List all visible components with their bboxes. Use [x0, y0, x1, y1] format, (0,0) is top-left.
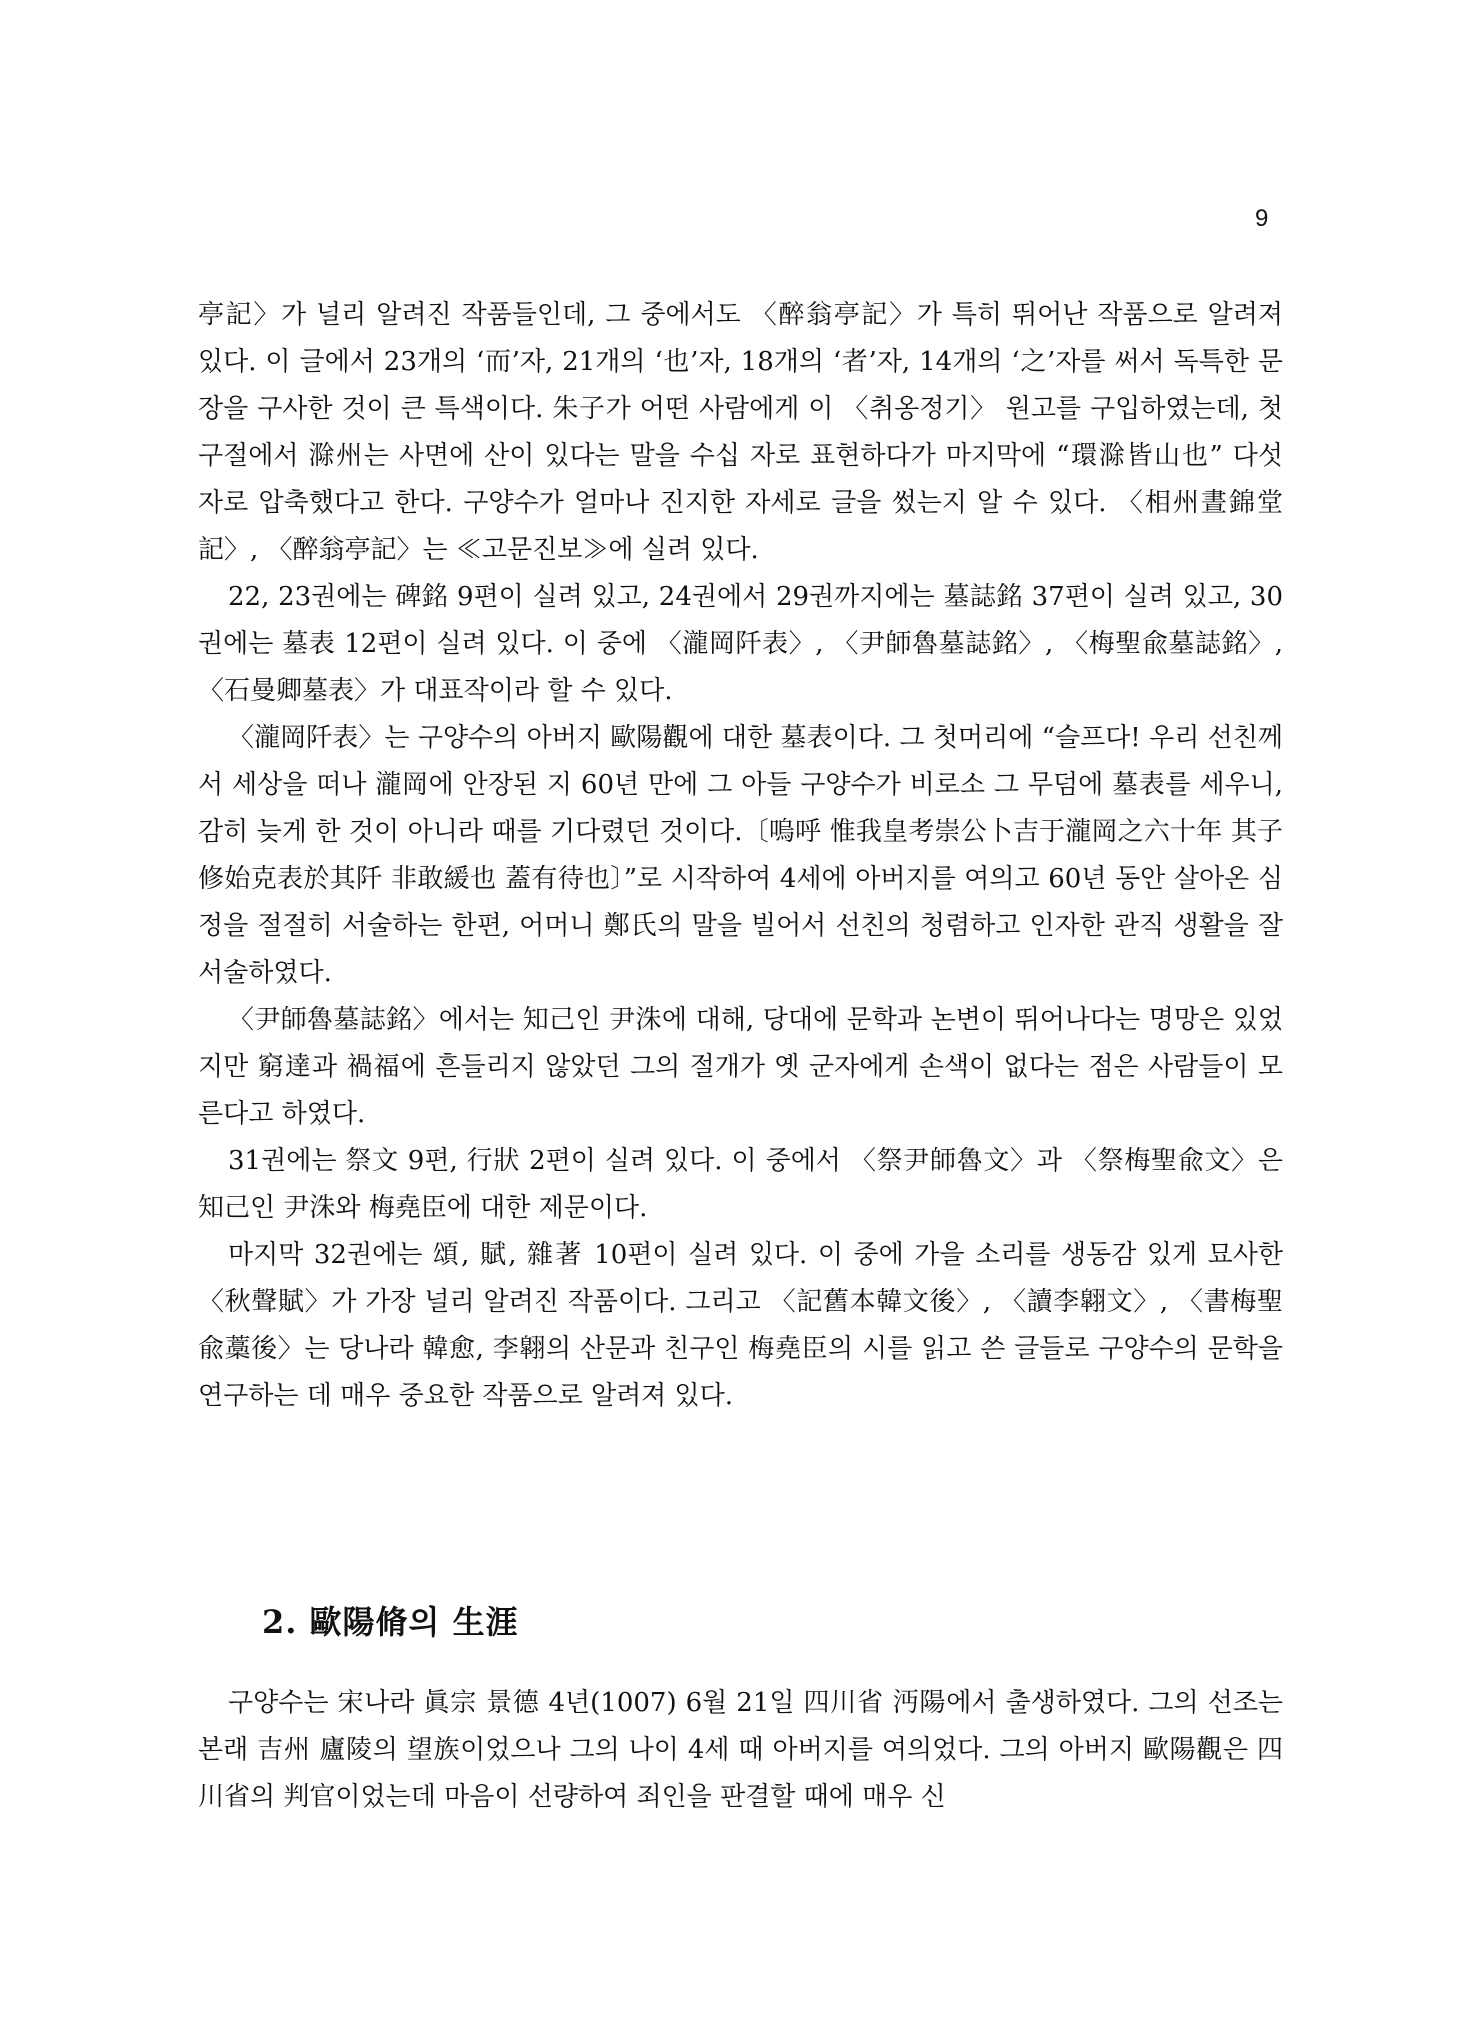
- body-text: [198, 292, 1283, 1420]
- paragraph-life: 구양수는 宋나라 眞宗 景德 4년(1007) 6월 21일 四川省 沔陽에서 출생하였다. 그의 선조는 본래 吉州 廬陵의 望族이었으나 그의 나이 4세 때 아버지를 여의었다. 그의 아버지 歐陽觀은 四川省의 判官이었는데 마음이 선량하여 죄인을 판결할 때에 매우 신: [198, 1688, 1283, 1812]
- paragraph-continuation: 亭記〉가 널리 알려진 작품들인데, 그 중에서도 〈醉翁亭記〉가 특히 뛰어난 작품으로 알려져 있다. 이 글에서 23개의 ‘而’자, 21개의 ‘也’자, 18개의 ‘者’자, 14개의 ‘之’자를 써서 독특한 문장을 구사한 것이 큰 특색이다. 朱子가 어떤 사람에게 이 〈취옹정기〉 원고를 구입하였는데, 첫 구절에서 滁州는 사면에 산이 있다는 말을 수십 자로 표현하다가 마지막에 “環滁皆山也” 다섯 자로 압축했다고 한다. 구양수가 얼마나 진지한 자세로 글을 썼는지 알 수 있다. 〈相州晝錦堂記〉, 〈醉翁亭記〉는 ≪고문진보≫에 실려 있다.: [198, 300, 1283, 565]
- paragraph-longgang: 〈瀧岡阡表〉는 구양수의 아버지 歐陽觀에 대한 墓表이다. 그 첫머리에 “슬프다! 우리 선친께서 세상을 떠나 瀧岡에 안장된 지 60년 만에 그 아들 구양수가 비로소 그 무덤에 墓表를 세우니, 감히 늦게 한 것이 아니라 때를 기다렸던 것이다.〔嗚呼 惟我皇考崇公卜吉于瀧岡之六十年 其子修始克表於其阡 非敢緩也 蓋有待也〕”로 시작하여 4세에 아버지를 여의고 60년 동안 살아온 심정을 절절히 서술하는 한편, 어머니 鄭氏의 말을 빌어서 선친의 청렴하고 인자한 관직 생활을 잘 서술하였다.: [198, 723, 1283, 988]
- paragraph-epitaphs: 22, 23권에는 碑銘 9편이 실려 있고, 24권에서 29권까지에는 墓誌銘 37편이 실려 있고, 30권에는 墓表 12편이 실려 있다. 이 중에 〈瀧岡阡表〉, 〈尹師魯墓誌銘〉, 〈梅聖兪墓誌銘〉, 〈石曼卿墓表〉가 대표작이라 할 수 있다.: [198, 582, 1283, 706]
- paragraph-jiwen: 31권에는 祭文 9편, 行狀 2편이 실려 있다. 이 중에서 〈祭尹師魯文〉과 〈祭梅聖兪文〉은 知己인 尹洙와 梅堯臣에 대한 제문이다.: [198, 1146, 1283, 1223]
- paragraph-last-volume: 마지막 32권에는 頌, 賦, 雜著 10편이 실려 있다. 이 중에 가을 소리를 생동감 있게 묘사한 〈秋聲賦〉가 가장 널리 알려진 작품이다. 그리고 〈記舊本韓文後〉, 〈讀李翶文〉, 〈書梅聖兪藁後〉는 당나라 韓愈, 李翶의 산문과 친구인 梅堯臣의 시를 읽고 쓴 글들로 구양수의 문학을 연구하는 데 매우 중요한 작품으로 알려져 있다.: [198, 1240, 1283, 1411]
- page-number: 9: [1255, 205, 1269, 232]
- paragraph-yin-shilu: 〈尹師魯墓誌銘〉에서는 知己인 尹洙에 대해, 당대에 문학과 논변이 뛰어나다는 명망은 있었지만 窮達과 禍福에 흔들리지 않았던 그의 절개가 옛 군자에게 손색이 없다는 점은 사람들이 모른다고 하였다.: [198, 1005, 1283, 1129]
- section-heading: 2. 歐陽脩의 生涯: [262, 1603, 519, 1641]
- section-text: [198, 1680, 1283, 1821]
